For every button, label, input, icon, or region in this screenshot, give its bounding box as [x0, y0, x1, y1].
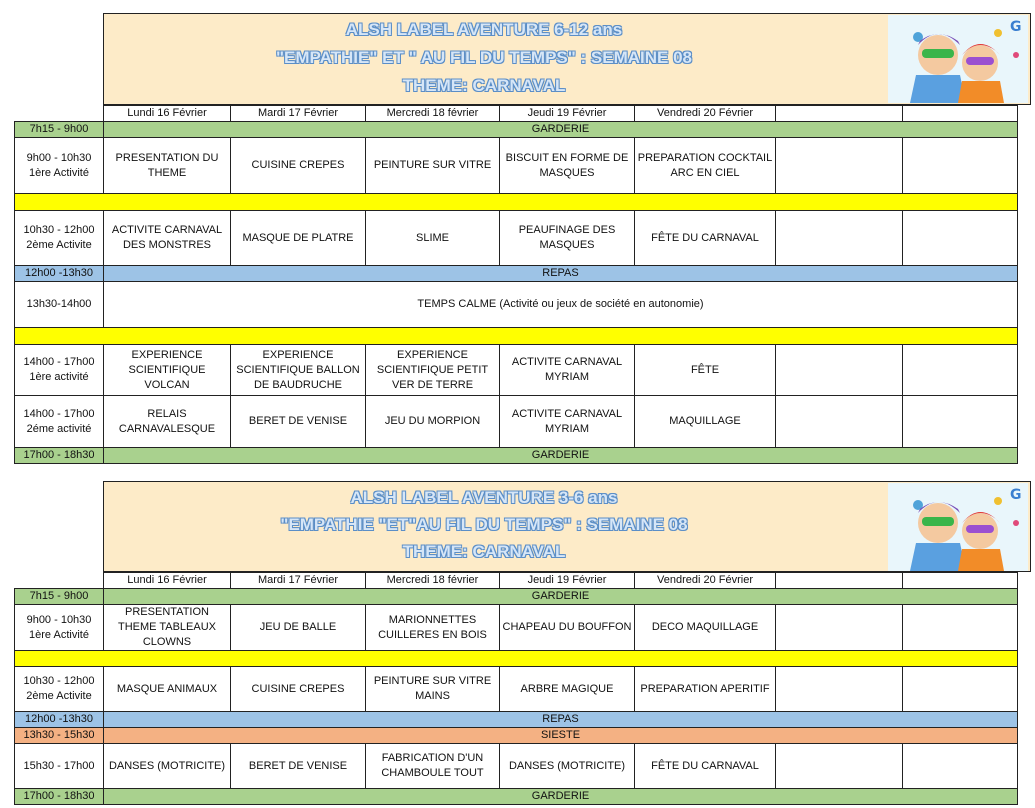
garderie-row: [15, 789, 1018, 805]
calme-cell: TEMPS CALME (Activité ou jeux de société en autonomie): [104, 282, 1018, 328]
activity-cell: PEINTURE SUR VITRE: [366, 138, 500, 194]
activity-row: [15, 345, 1018, 396]
time-cell: 14h00 - 17h00 2éme activité: [15, 396, 104, 448]
garderie-band: GARDERIE: [104, 448, 1018, 464]
activity-row: [15, 138, 1018, 194]
time-cell: 13h30-14h00: [15, 282, 104, 328]
activity-cell: BERET DE VENISE: [231, 744, 366, 789]
activity-cell: [903, 345, 1018, 396]
banner-subtitle: "EMPATHIE "ET"AU FIL DU TEMPS" : SEMAINE 08: [280, 515, 688, 534]
activity-cell: DANSES (MOTRICITE): [500, 744, 635, 789]
activity-cell: [776, 667, 903, 712]
svg-text:G: G: [1010, 487, 1022, 503]
banner-title: ALSH LABEL AVENTURE 6-12 ans: [345, 20, 623, 39]
activity-cell: EXPERIENCE SCIENTIFIQUE VOLCAN: [104, 345, 231, 396]
activity-cell: MARIONNETTES CUILLERES EN BOIS: [366, 605, 500, 651]
schedule-table: [14, 105, 1018, 464]
garderie-band: GARDERIE: [104, 589, 1018, 605]
day-header: [903, 573, 1018, 589]
activity-cell: PRESENTATION DU THEME: [104, 138, 231, 194]
time-cell: 12h00 -13h30: [15, 712, 104, 728]
day-header: Vendredi 20 Février: [635, 106, 776, 122]
garderie-band: GARDERIE: [104, 122, 1018, 138]
activity-cell: FÊTE DU CARNAVAL: [635, 211, 776, 266]
day-header: Mardi 17 Février: [231, 573, 366, 589]
activity-cell: [776, 605, 903, 651]
time-cell: 10h30 - 12h00 2ème Activite: [15, 211, 104, 266]
activity-cell: MASQUE ANIMAUX: [104, 667, 231, 712]
repas-row: [15, 266, 1018, 282]
activity-cell: [776, 211, 903, 266]
activity-cell: FABRICATION D'UN CHAMBOULE TOUT: [366, 744, 500, 789]
time-cell: 10h30 - 12h00 2ème Activite: [15, 667, 104, 712]
separator-row: [15, 194, 1018, 211]
banner-theme: THEME: CARNAVAL: [402, 542, 566, 561]
day-header: Lundi 16 Février: [104, 106, 231, 122]
time-cell: 9h00 - 10h30 1ère Activité: [15, 138, 104, 194]
svg-text:G: G: [1010, 19, 1022, 35]
activity-row: [15, 744, 1018, 789]
day-header: [903, 106, 1018, 122]
day-header: Lundi 16 Février: [104, 573, 231, 589]
day-header: Mercredi 18 février: [366, 106, 500, 122]
activity-cell: FÊTE: [635, 345, 776, 396]
time-cell: 15h30 - 17h00: [15, 744, 104, 789]
activity-cell: PEAUFINAGE DES MASQUES: [500, 211, 635, 266]
activity-cell: [903, 744, 1018, 789]
activity-cell: PRESENTATION THEME TABLEAUX CLOWNS: [104, 605, 231, 651]
calme-row: [15, 282, 1018, 328]
day-header: [776, 106, 903, 122]
garderie-row: [15, 589, 1018, 605]
activity-cell: PEINTURE SUR VITRE MAINS: [366, 667, 500, 712]
time-cell: 17h00 - 18h30: [15, 789, 104, 805]
carnival-kids-illustration-icon: [888, 15, 1028, 103]
garderie-row: [15, 448, 1018, 464]
days-header-row: [15, 573, 1018, 589]
time-cell: 14h00 - 17h00 1ère activité: [15, 345, 104, 396]
banner-theme: THEME: CARNAVAL: [402, 76, 566, 95]
activity-row: [15, 211, 1018, 266]
time-cell: 7h15 - 9h00: [15, 122, 104, 138]
activity-row: [15, 396, 1018, 448]
activity-cell: JEU DE BALLE: [231, 605, 366, 651]
sieste-row: [15, 728, 1018, 744]
time-cell: 7h15 - 9h00: [15, 589, 104, 605]
time-cell: 9h00 - 10h30 1ère Activité: [15, 605, 104, 651]
activity-cell: [903, 138, 1018, 194]
activity-cell: [776, 138, 903, 194]
activity-cell: ARBRE MAGIQUE: [500, 667, 635, 712]
repas-band: REPAS: [104, 266, 1018, 282]
activity-cell: [903, 605, 1018, 651]
banner-subtitle: "EMPATHIE" ET " AU FIL DU TEMPS" : SEMAINE 08: [275, 48, 693, 67]
activity-cell: [776, 345, 903, 396]
repas-row: [15, 712, 1018, 728]
activity-cell: CUISINE CREPES: [231, 667, 366, 712]
activity-cell: PREPARATION COCKTAIL ARC EN CIEL: [635, 138, 776, 194]
time-cell: 13h30 - 15h30: [15, 728, 104, 744]
activity-cell: CHAPEAU DU BOUFFON: [500, 605, 635, 651]
schedule-table: [14, 572, 1018, 805]
day-header: Jeudi 19 Février: [500, 106, 635, 122]
activity-cell: ACTIVITE CARNAVAL MYRIAM: [500, 396, 635, 448]
activity-cell: RELAIS CARNAVALESQUE: [104, 396, 231, 448]
days-header-row: [15, 106, 1018, 122]
activity-cell: MAQUILLAGE: [635, 396, 776, 448]
activity-row: [15, 605, 1018, 651]
activity-row: [15, 667, 1018, 712]
carnival-kids-illustration-icon: [888, 483, 1028, 571]
schedule-banner: [103, 13, 1031, 105]
schedule-banner: [103, 481, 1031, 572]
garderie-row: [15, 122, 1018, 138]
activity-cell: EXPERIENCE SCIENTIFIQUE BALLON DE BAUDRUCHE: [231, 345, 366, 396]
day-header: Jeudi 19 Février: [500, 573, 635, 589]
activity-cell: ACTIVITE CARNAVAL DES MONSTRES: [104, 211, 231, 266]
separator-row: [15, 651, 1018, 667]
activity-cell: [903, 211, 1018, 266]
day-header: Mardi 17 Février: [231, 106, 366, 122]
activity-cell: SLIME: [366, 211, 500, 266]
day-header: Mercredi 18 février: [366, 573, 500, 589]
day-header: Vendredi 20 Février: [635, 573, 776, 589]
activity-cell: PREPARATION APERITIF: [635, 667, 776, 712]
activity-cell: [903, 396, 1018, 448]
activity-cell: BERET DE VENISE: [231, 396, 366, 448]
activity-cell: FÊTE DU CARNAVAL: [635, 744, 776, 789]
activity-cell: JEU DU MORPION: [366, 396, 500, 448]
time-cell: 12h00 -13h30: [15, 266, 104, 282]
activity-cell: ACTIVITE CARNAVAL MYRIAM: [500, 345, 635, 396]
activity-cell: [903, 667, 1018, 712]
activity-cell: [776, 396, 903, 448]
activity-cell: [776, 744, 903, 789]
banner-title: ALSH LABEL AVENTURE 3-6 ans: [350, 488, 618, 507]
repas-band: REPAS: [104, 712, 1018, 728]
activity-cell: DANSES (MOTRICITE): [104, 744, 231, 789]
sieste-band: SIESTE: [104, 728, 1018, 744]
time-cell: 17h00 - 18h30: [15, 448, 104, 464]
activity-cell: MASQUE DE PLATRE: [231, 211, 366, 266]
activity-cell: BISCUIT EN FORME DE MASQUES: [500, 138, 635, 194]
separator-row: [15, 328, 1018, 345]
activity-cell: DECO MAQUILLAGE: [635, 605, 776, 651]
day-header: [776, 573, 903, 589]
activity-cell: EXPERIENCE SCIENTIFIQUE PETIT VER DE TERRE: [366, 345, 500, 396]
garderie-band: GARDERIE: [104, 789, 1018, 805]
activity-cell: CUISINE CREPES: [231, 138, 366, 194]
